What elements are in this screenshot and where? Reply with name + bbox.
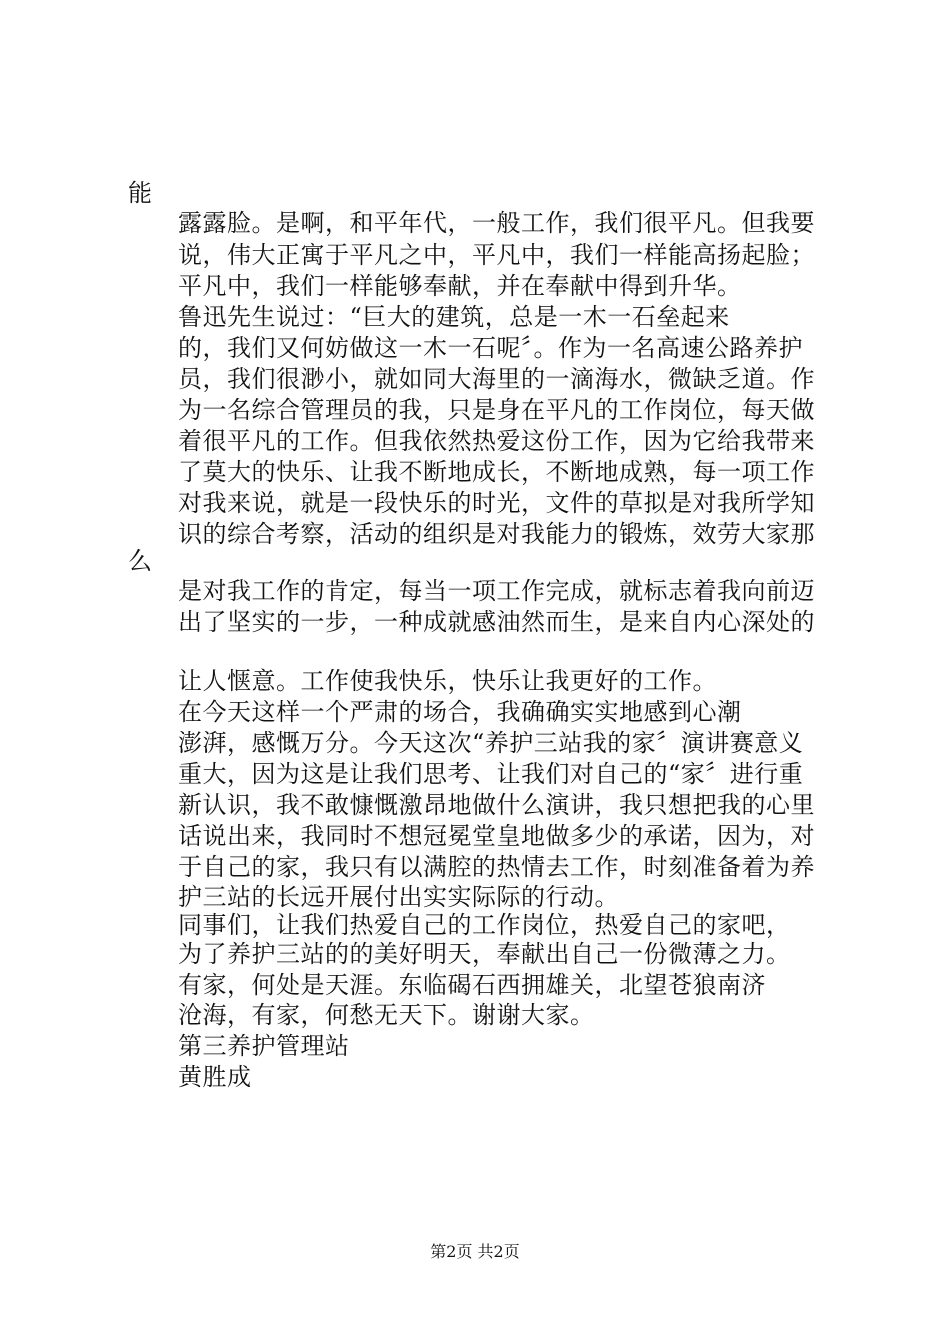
text-line: 护三站的长远开展付出实实际际的行动。 <box>178 883 619 911</box>
text-line: 平凡中，我们一样能够奉献，并在奉献中得到升华。 <box>178 272 742 300</box>
text-line: 重大，因为这是让我们思考、让我们对自己的“家〞进行重 <box>178 760 804 788</box>
text-line: 让人惬意。工作使我快乐，快乐让我更好的工作。 <box>178 667 717 695</box>
text-line: 于自己的家，我只有以满腔的热情去工作，时刻准备着为养 <box>178 853 815 881</box>
text-line: 第三养护管理站 <box>178 1032 350 1060</box>
text-line: 说，伟大正寓于平凡之中，平凡中，我们一样能高扬起脸； <box>178 241 815 269</box>
text-line: 同事们，让我们热爱自己的工作岗位，热爱自己的家吧， <box>178 911 791 939</box>
text-line: 为一名综合管理员的我，只是身在平凡的工作岗位，每天做 <box>178 396 815 424</box>
text-line: 沧海，有家，何愁无天下。谢谢大家。 <box>178 1001 595 1029</box>
text-line: 露露脸。是啊，和平年代，一般工作，我们很平凡。但我要 <box>178 209 815 237</box>
text-line: 么 <box>128 547 153 575</box>
text-line: 鲁迅先生说过：“巨大的建筑，总是一木一石垒起来 <box>178 303 730 331</box>
text-line: 识的综合考察，活动的组织是对我能力的锻炼，效劳大家那 <box>178 520 815 548</box>
text-line: 在今天这样一个严肃的场合，我确确实实地感到心潮 <box>178 698 742 726</box>
text-line: 员，我们很渺小，就如同大海里的一滴海水，微缺乏道。作 <box>178 365 815 393</box>
page-footer: 第2页 共2页 <box>430 1242 520 1261</box>
text-line: 话说出来，我同时不想冠冕堂皇地做多少的承诺，因为，对 <box>178 822 815 850</box>
text-line: 出了坚实的一步，一种成就感油然而生，是来自内心深处的 <box>178 608 815 636</box>
text-line: 着很平凡的工作。但我依然热爱这份工作，因为它给我带来 <box>178 427 815 455</box>
text-line: 黄胜成 <box>178 1063 252 1091</box>
text-line: 有家，何处是天涯。东临碣石西拥雄关，北望苍狼南济 <box>178 971 766 999</box>
text-line: 新认识，我不敢慷慨激昂地做什么演讲，我只想把我的心里 <box>178 791 815 819</box>
text-line: 是对我工作的肯定，每当一项工作完成，就标志着我向前迈 <box>178 577 815 605</box>
text-line: 为了养护三站的的美好明天，奉献出自己一份微薄之力。 <box>178 940 791 968</box>
text-line: 了莫大的快乐、让我不断地成长，不断地成熟，每一项工作 <box>178 458 815 486</box>
text-line: 对我来说，就是一段快乐的时光，文件的草拟是对我所学知 <box>178 489 815 517</box>
text-line: 澎湃，感慨万分。今天这次“养护三站我的家〞演讲赛意义 <box>178 729 804 757</box>
text-line: 的，我们又何妨做这一木一石呢〞。作为一名高速公路养护 <box>178 334 803 362</box>
text-line: 能 <box>128 179 153 207</box>
